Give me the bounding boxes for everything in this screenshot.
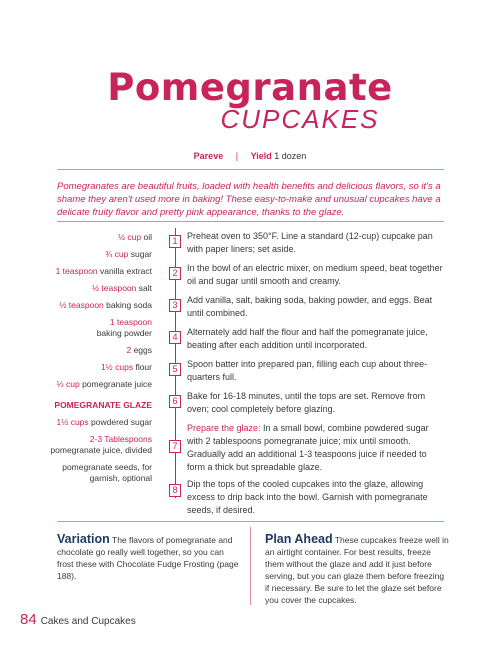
pareve-label: Pareve: [193, 151, 224, 161]
step-number: 8: [169, 484, 181, 497]
plan-ahead-text: These cupcakes freeze well in an airtight container. For best results, freeze them without the glaze and add it just before serving, but you can glaze them before freezing if necessary. Be sure to let the glaze set before you cover the cupcakes.: [265, 535, 449, 605]
step-text: Add vanilla, salt, baking soda, baking powder, and eggs. Beat until combined.: [187, 295, 433, 318]
recipe-intro: Pomegranates are beautiful fruits, loaded with health benefits and delicious flavors, so it's a shame they aren't used more in baking! These easy-to-make and unusual cupcakes have a delicate fruity flavor and pretty pink appearance, thanks to the glaze.: [57, 181, 441, 218]
glaze-item: 1½ cups powdered sugar: [56, 417, 152, 427]
variation-box: [57, 533, 241, 582]
step-text: In the bowl of an electric mixer, on medium speed, beat together oil and sugar until smooth and creamy.: [187, 263, 443, 286]
glaze-item: pomegranate seeds, for garnish, optional: [62, 462, 152, 483]
step-number: 2: [169, 267, 181, 280]
page-footer: [20, 611, 136, 628]
step-number: 6: [169, 395, 181, 408]
ingredient-item: ¾ cup sugar: [105, 249, 152, 259]
ingredient-item: ½ teaspoon salt: [91, 283, 152, 293]
tips-divider: [250, 527, 251, 605]
meta-separator: |: [235, 151, 239, 161]
ingredient-item: ½ cup oil: [117, 232, 152, 242]
ingredient-item: 2 eggs: [126, 345, 152, 355]
plan-ahead-title: Plan Ahead: [265, 532, 333, 546]
step-number: 7: [169, 440, 181, 453]
step-text: Spoon batter into prepared pan, filling each cup about three-quarters full.: [187, 359, 428, 382]
step-number: 3: [169, 299, 181, 312]
variation-text: The flavors of pomegranate and chocolate go really well together, so you can frost these with Chocolate Fudge Frosting (page 188).: [57, 535, 239, 581]
plan-ahead-box: [265, 533, 449, 606]
step-number: 4: [169, 331, 181, 344]
recipe-meta: [0, 151, 500, 161]
section-name: Cakes and Cupcakes: [40, 616, 136, 627]
step-text: Dip the tops of the cooled cupcakes into the glaze, allowing excess to drip back into the bowl. Garnish with pomegranate seeds, if desired.: [187, 479, 428, 515]
ingredient-item: 1 teaspoon vanilla extract: [55, 266, 152, 276]
ingredient-item: 1½ cups flour: [100, 362, 152, 372]
ingredients-list: [40, 232, 152, 490]
step-text: Bake for 16-18 minutes, until the tops are set. Remove from oven; cool completely before glazing.: [187, 391, 426, 414]
yield-value: 1 dozen: [274, 151, 307, 161]
recipe-title: Pomegranate: [107, 66, 393, 109]
step-number: 5: [169, 363, 181, 376]
page-number: 84: [20, 611, 37, 628]
intro-top-rule: [57, 169, 444, 170]
glaze-item: 2-3 Tablespoons pomegranate juice, divided: [50, 434, 152, 455]
step-text: Prepare the glaze: In a small bowl, combine powdered sugar with 2 tablespoons pomegranate juice; mix until smooth. Gradually add an additional 1-3 teaspoons juice if needed to form a thick but spreadable glaze.: [187, 423, 429, 472]
variation-title: Variation: [57, 532, 110, 546]
glaze-heading: POMEGRANATE GLAZE: [54, 400, 152, 410]
tips-top-rule: [57, 521, 444, 522]
ingredient-item: ½ teaspoon baking soda: [59, 300, 152, 310]
step-number: 1: [169, 235, 181, 248]
yield-label: Yield: [250, 151, 272, 161]
intro-bottom-rule: [57, 221, 444, 222]
step-text: Preheat oven to 350°F. Line a standard (12-cup) cupcake pan with paper liners; set aside.: [187, 231, 433, 254]
recipe-subtitle: CUPCAKES: [220, 104, 380, 134]
step-text: Alternately add half the flour and half the pomegranate juice, beating after each addition until incorporated.: [187, 327, 428, 350]
prepare-glaze-label: Prepare the glaze:: [187, 423, 261, 433]
ingredient-item: ⅓ cup pomegranate juice: [56, 379, 152, 389]
ingredient-item: 1 teaspoon baking powder: [96, 317, 152, 338]
